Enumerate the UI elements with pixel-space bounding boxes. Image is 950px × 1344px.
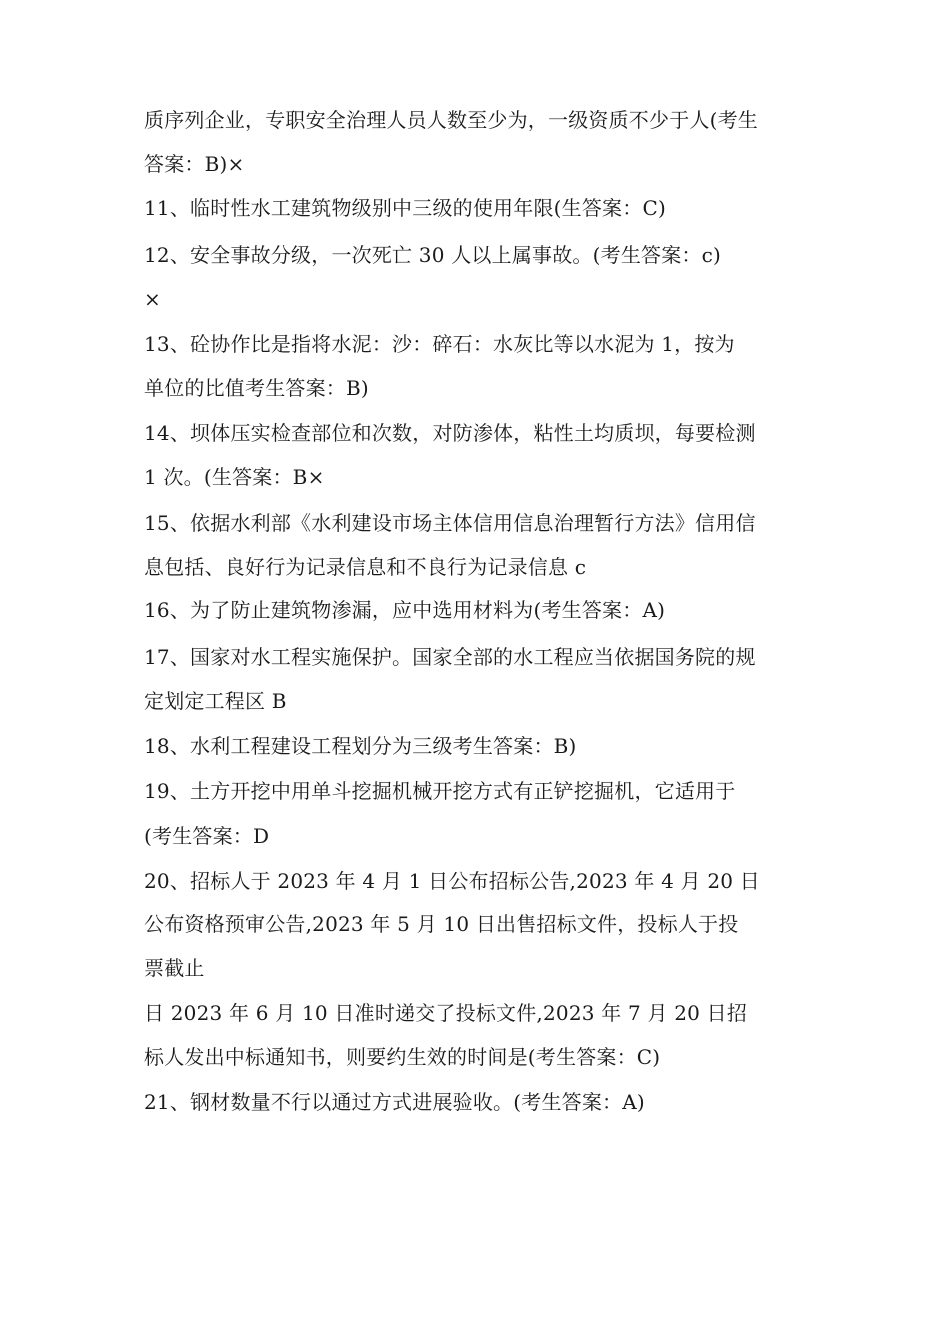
- text-line: 14、坝体压实检查部位和次数，对防渗体，粘性土均质坝，每要检测: [144, 421, 756, 445]
- text-line: 16、为了防止建筑物渗漏，应中选用材料为(考生答案：A): [144, 598, 666, 622]
- text-line: 15、依据水利部《水利建设市场主体信用信息治理暂行方法》信用信: [144, 511, 756, 535]
- text-line: 12、安全事故分级，一次死亡 30 人以上属事故。(考生答案：c): [144, 243, 722, 267]
- text-line: 定划定工程区 B: [144, 689, 287, 713]
- text-line: 标人发出中标通知书，则要约生效的时间是(考生答案：C): [144, 1045, 661, 1069]
- text-line: 19、土方开挖中用单斗挖掘机械开挖方式有正铲挖掘机，它适用于: [144, 779, 736, 803]
- text-line: 单位的比值考生答案：B): [144, 376, 369, 400]
- text-line: 息包括、良好行为记录信息和不良行为记录信息 c: [144, 555, 587, 579]
- text-line: ×: [144, 287, 161, 311]
- text-line: 21、钢材数量不行以通过方式进展验收。(考生答案：A): [144, 1090, 645, 1114]
- text-line: 票截止: [144, 956, 205, 980]
- text-line: 20、招标人于 2023 年 4 月 1 日公布招标公告,2023 年 4 月 20 日: [144, 869, 760, 893]
- text-line: 日 2023 年 6 月 10 日准时递交了投标文件,2023 年 7 月 20 日招: [144, 1001, 748, 1025]
- text-line: (考生答案：D: [144, 824, 270, 848]
- text-line: 11、临时性水工建筑物级别中三级的使用年限(生答案：C): [144, 196, 666, 220]
- text-line: 质序列企业，专职安全治理人员人数至少为，一级资质不少于人(考生: [144, 108, 759, 132]
- text-line: 1 次。(生答案：B×: [144, 465, 325, 489]
- text-line: 17、国家对水工程实施保护。国家全部的水工程应当依据国务院的规: [144, 645, 756, 669]
- text-line: 13、砼协作比是指将水泥：沙：碎石：水灰比等以水泥为 1，按为: [144, 332, 735, 356]
- text-line: 公布资格预审公告,2023 年 5 月 10 日出售招标文件，投标人于投: [144, 912, 739, 936]
- text-line: 答案：B)×: [144, 152, 245, 176]
- text-line: 18、水利工程建设工程划分为三级考生答案：B): [144, 734, 577, 758]
